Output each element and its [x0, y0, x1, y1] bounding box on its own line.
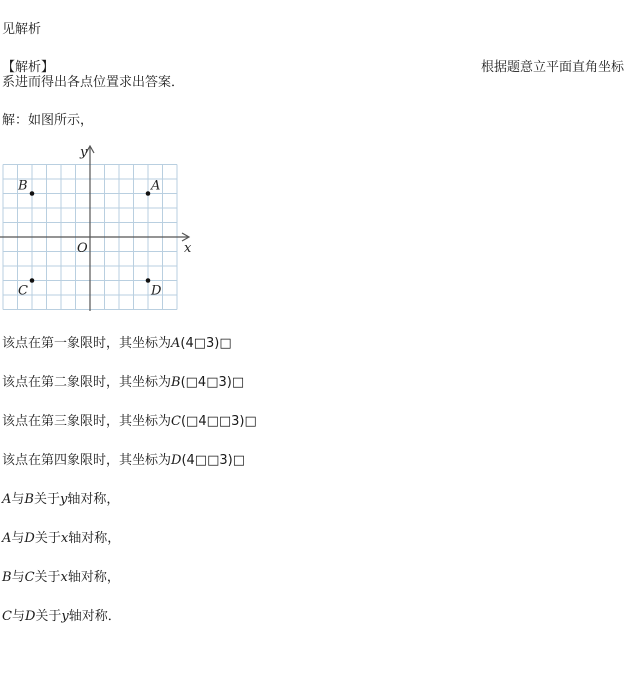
point-name: A — [2, 531, 12, 546]
symmetry-line — [2, 531, 120, 547]
analysis-label: 【解析】 — [2, 60, 55, 75]
point-b-label: B — [18, 178, 28, 194]
quadrant-text: 该点在第二象限时，其坐标为 — [2, 375, 172, 390]
symmetry-line — [2, 570, 120, 586]
symmetry-text: 关于 — [35, 609, 62, 624]
point-name: B — [2, 570, 12, 585]
symmetry-line — [2, 609, 121, 625]
point-d-label: D — [151, 283, 162, 299]
coordinate-value: (4□□3)□ — [181, 453, 245, 468]
symmetry-line — [2, 492, 119, 508]
symmetry-text: 轴对称， — [68, 531, 121, 546]
point-name: B — [24, 492, 34, 507]
point-b-dot — [30, 191, 35, 196]
y-axis-label: y — [80, 145, 88, 160]
symmetry-text: 与 — [11, 570, 25, 585]
analysis-text-line1: 根据题意立平面直角坐标 — [480, 60, 624, 75]
quadrant-line — [2, 414, 257, 430]
symmetry-text: 轴对称， — [67, 570, 120, 585]
point-name: D — [24, 609, 36, 624]
quadrant-text: 该点在第一象限时，其坐标为 — [2, 336, 172, 351]
symmetry-text: 轴对称， — [67, 492, 120, 507]
point-name: A — [171, 336, 181, 351]
point-c-dot — [30, 278, 35, 283]
coordinate-value: (□4□3)□ — [180, 375, 245, 390]
symmetry-text: 与 — [11, 531, 25, 546]
point-name: B — [171, 375, 181, 390]
symmetry-text: 关于 — [34, 570, 61, 585]
point-c-label: C — [18, 283, 28, 299]
coordinate-figure — [0, 145, 200, 315]
point-name: C — [2, 609, 12, 624]
quadrant-line — [2, 453, 245, 469]
point-name: D — [24, 531, 35, 546]
point-a-label: A — [151, 178, 161, 194]
solution-intro: 解：如图所示， — [2, 113, 94, 128]
axis-name: y — [59, 492, 68, 507]
quadrant-text: 该点在第四象限时，其坐标为 — [2, 453, 172, 468]
symmetry-text: 与 — [11, 609, 25, 624]
symmetry-text: 与 — [11, 492, 25, 507]
axis-name: y — [61, 609, 69, 624]
coordinate-value: (4□3)□ — [180, 336, 232, 351]
axis-name: x — [60, 531, 69, 546]
axis-name: x — [60, 570, 68, 585]
point-name: C — [171, 414, 181, 429]
quadrant-line — [2, 336, 232, 352]
quadrant-line — [2, 375, 244, 391]
x-axis-label: x — [184, 241, 192, 256]
origin-label: O — [77, 241, 88, 256]
coordinate-value: (□4□□3)□ — [180, 414, 257, 429]
symmetry-text: 轴对称． — [68, 609, 121, 624]
point-name: D — [171, 453, 182, 468]
point-name: A — [2, 492, 12, 507]
point-d-dot — [146, 278, 151, 283]
quadrant-text: 该点在第三象限时，其坐标为 — [2, 414, 172, 429]
symmetry-text: 关于 — [34, 531, 61, 546]
analysis-text-line2: 系进而得出各点位置求出答案． — [2, 75, 185, 90]
point-name: C — [24, 570, 35, 585]
answer-heading: 见解析 — [2, 22, 42, 37]
point-a-dot — [146, 191, 151, 196]
symmetry-text: 关于 — [33, 492, 60, 507]
